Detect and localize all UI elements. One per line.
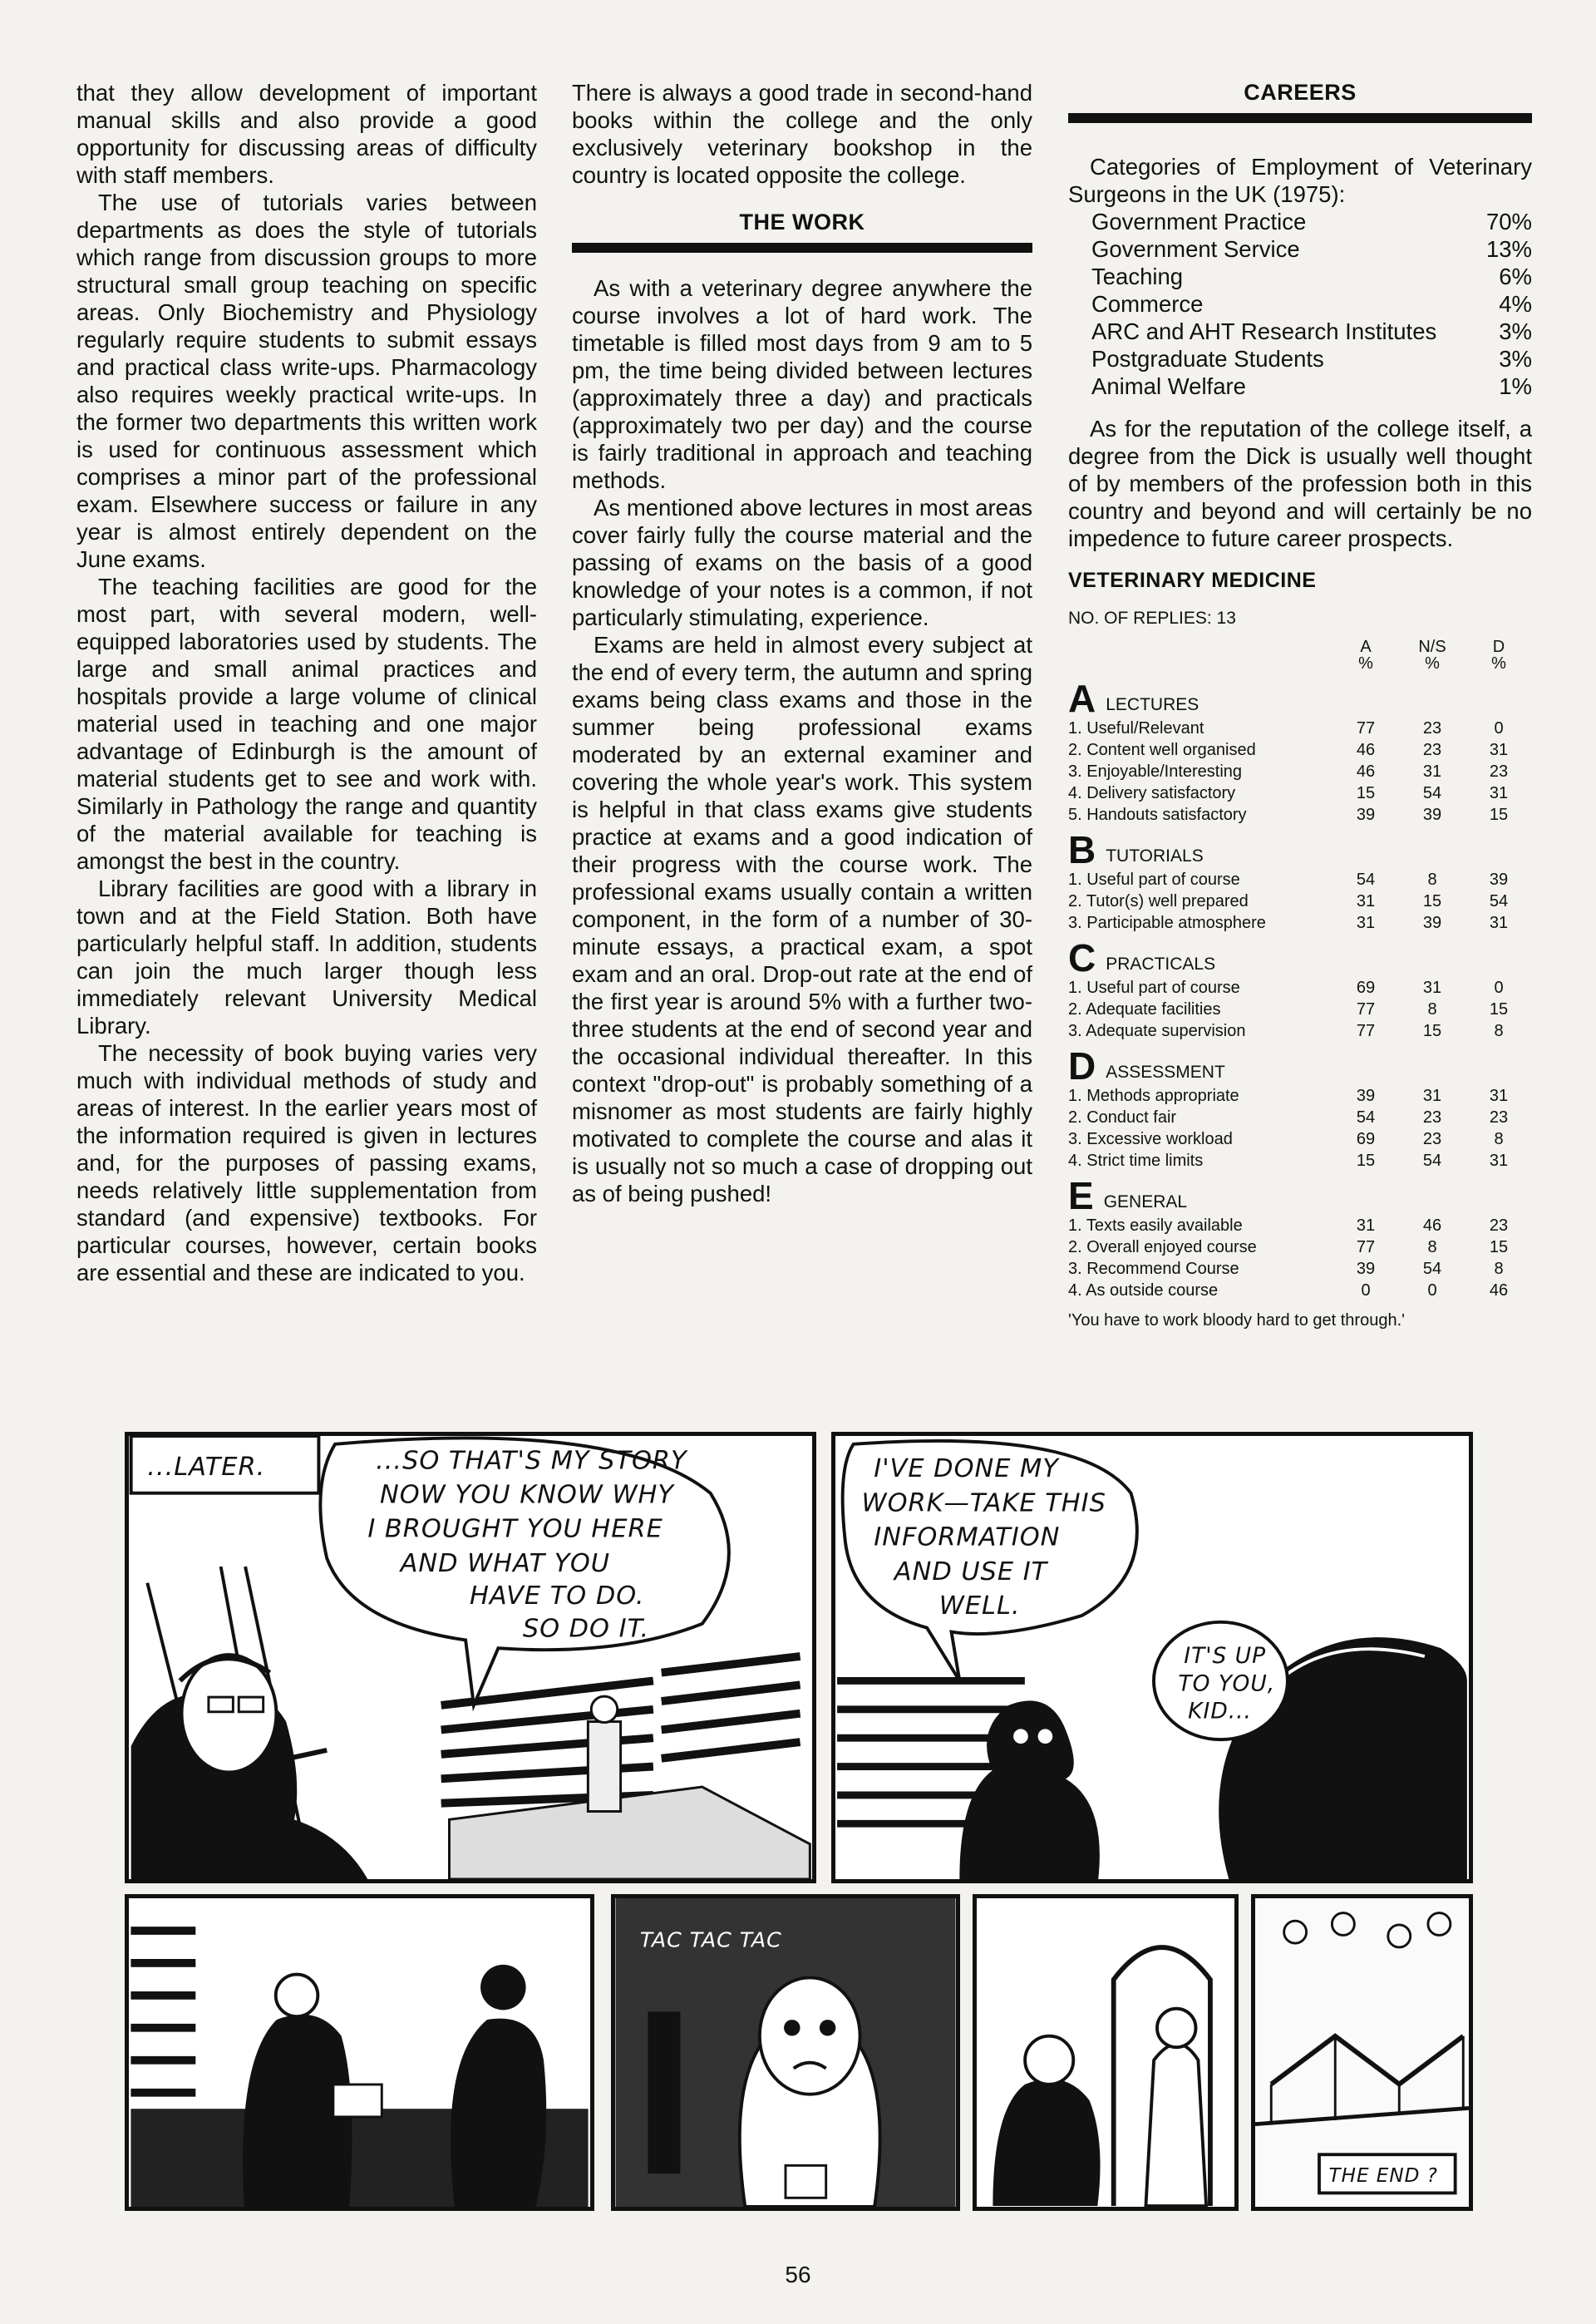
survey-value-d: 46 — [1489, 1281, 1509, 1300]
survey-row-label: 4. As outside course — [1068, 1281, 1219, 1300]
survey-row — [1068, 1280, 1532, 1301]
paragraph: Exams are held in almost every subject at the end of every term, the autumn and spring exams being class exams and those in the summer being professional exams moderated by an external examiner and covering the whole year's work. This system is helpful in that class exams give students practice at exams and a good indication of their progress with the course work. The professional exams usually contain a written component, in the form of a number of 30-minute essays, a practical exam, a spot exam and an oral. Drop-out rate at the end of the first year is around 5% with a further two-three students at the end of second year and the occasional individual thereafter. In this context "drop-out" is probably something of a misnomer as most students are fairly highly motivated to complete the course and alas it is usually not so much a case of dropping out as of being pushed! — [572, 632, 1032, 1206]
survey-row-label: 2. Content well organised — [1068, 741, 1256, 759]
survey-row-label: 2. Adequate facilities — [1068, 1000, 1221, 1019]
survey-row — [1068, 804, 1532, 826]
survey-value-ns: 8 — [1427, 1000, 1437, 1019]
survey-value-d: 23 — [1489, 1108, 1509, 1127]
category-row: Postgraduate Students 3% — [1091, 346, 1532, 372]
survey-value-ns: 23 — [1422, 719, 1442, 738]
survey-value-ns: 15 — [1422, 1022, 1442, 1040]
speech-line: WORK—TAKE THIS — [861, 1488, 1106, 1518]
survey-value-a: 31 — [1356, 914, 1376, 932]
survey-value-d: 0 — [1494, 979, 1504, 997]
the-end-sign: THE END ? — [1328, 2164, 1438, 2187]
survey-value-a: 39 — [1356, 1260, 1376, 1278]
survey-row — [1068, 869, 1532, 891]
survey-value-a: 39 — [1356, 806, 1376, 824]
survey-value-d: 15 — [1489, 806, 1509, 824]
survey-value-ns: 8 — [1427, 1238, 1437, 1256]
survey-value-ns: 23 — [1422, 741, 1442, 759]
survey-row-label: 1. Useful part of course — [1068, 979, 1240, 997]
sound-effect: TAC TAC TAC — [639, 1927, 782, 1952]
survey-value-d: 31 — [1489, 1152, 1509, 1170]
survey-value-a: 0 — [1361, 1281, 1371, 1300]
survey-value-ns: 31 — [1422, 979, 1442, 997]
survey-row — [1068, 739, 1532, 761]
survey-row-label: 3. Adequate supervision — [1068, 1022, 1246, 1040]
survey-row-label: 3. Participable atmosphere — [1068, 914, 1266, 932]
paragraph: The use of tutorials varies between departments as does the style of tutorials which range from discussion groups to more structural small group teaching on specific areas. Only Biochemistry and Physiology regularly require students to submit essays and practical class write-ups. Pharmacology also requires weekly practical write-ups. In the former two departments this written work is used for continuous assessment which comprises a minor part of the professional exam. Elsewhere success or failure in any year is almost entirely dependent on the June exams. — [76, 190, 537, 572]
paragraph: The necessity of book buying varies very much with individual methods of study and areas of interest. In the earlier years most of the information required is given in lectures and, for the purposes of passing exams, needs relatively little supplementation from standard (and expensive) textbooks. For particular courses, however, certain books are essential and these are indicated to you. — [76, 1040, 537, 1285]
survey-value-d: 23 — [1489, 762, 1509, 781]
comic-caption: ...LATER. — [147, 1453, 266, 1483]
survey-value-a: 77 — [1356, 1022, 1376, 1040]
survey-value-a: 15 — [1356, 784, 1376, 802]
survey-value-ns: 15 — [1422, 892, 1442, 910]
category-row: Animal Welfare 1% — [1091, 373, 1532, 399]
comic-panel-1-art — [129, 1436, 812, 1879]
survey-row-label: 2. Overall enjoyed course — [1068, 1238, 1257, 1256]
speech-line: AND USE IT — [894, 1557, 1048, 1586]
survey-row — [1068, 1085, 1532, 1107]
survey-value-ns: 31 — [1422, 1087, 1442, 1105]
speech-line: TO YOU, — [1178, 1670, 1276, 1697]
section-label: LECTURES — [1106, 695, 1199, 714]
comic-panel-4-art — [615, 1898, 956, 2207]
speech-line: WELL. — [938, 1591, 1021, 1621]
survey-table — [1068, 636, 1532, 1301]
survey-header-percent: % % % — [1358, 654, 1506, 673]
section-letter: B — [1068, 828, 1096, 871]
survey-section-assessment — [1068, 1044, 1532, 1088]
paragraph: Library facilities are good with a library in town and at the Field Station. Both have particularly helpful staff. In addition, students can join the much larger though less immediately relevant University Medical Library. — [76, 876, 537, 1039]
survey-value-ns: 54 — [1422, 1152, 1442, 1170]
speech-line: SO DO IT. — [522, 1614, 650, 1644]
survey-value-ns: 31 — [1422, 762, 1442, 781]
survey-value-a: 77 — [1356, 1238, 1376, 1256]
column-1 — [76, 79, 537, 1286]
comic-panel-5 — [973, 1894, 1239, 2211]
survey-value-d: 8 — [1494, 1022, 1504, 1040]
section-label: GENERAL — [1103, 1192, 1188, 1211]
survey-header: A N/S D — [1360, 638, 1505, 656]
paragraph: As mentioned above lectures in most areas cover fairly fully the course material and the passing of exams on the basis of a good knowledge of your notes is a common, if not particularly stimulating, experience. — [572, 495, 1032, 630]
survey-value-a: 31 — [1356, 892, 1376, 910]
survey-row-label: 3. Enjoyable/Interesting — [1068, 762, 1243, 781]
survey-row — [1068, 1128, 1532, 1150]
speech-line: INFORMATION — [874, 1522, 1061, 1552]
section-heading-careers: CAREERS — [1068, 79, 1532, 123]
survey-row-label: 3. Recommend Course — [1068, 1260, 1239, 1278]
category-row: Government Service 13% — [1091, 236, 1532, 262]
category-row: Government Practice 70% — [1091, 209, 1532, 234]
paragraph: The teaching facilities are good for the most part, with several modern, well-equipped laboratories used by students. The large and small animal practices and hospitals provide a large volume of clinical material used in teaching and one major advantage of Edinburgh is the amount of material students get to see and work with. Similarly in Pathology the range and quantity of the material available for teaching is amongst the best in the country. — [76, 574, 537, 874]
survey-row-label: 4. Delivery satisfactory — [1068, 784, 1236, 802]
comic-panel-5-art — [977, 1898, 1234, 2207]
survey-value-d: 0 — [1494, 719, 1504, 738]
survey-value-ns: 39 — [1422, 914, 1442, 932]
survey-value-d: 23 — [1489, 1216, 1509, 1235]
reputation-paragraph: As for the reputation of the college itself, a degree from the Dick is usually well thought of by members of the profession both in this country and beyond and will certainly be no impedence to future career prospects. — [1068, 416, 1532, 551]
survey-value-a: 54 — [1356, 1108, 1376, 1127]
survey-row — [1068, 718, 1532, 739]
survey-value-a: 69 — [1356, 1130, 1376, 1148]
survey-value-d: 31 — [1489, 914, 1509, 932]
survey-row — [1068, 912, 1532, 934]
survey-row — [1068, 761, 1532, 782]
survey-section-practicals — [1068, 936, 1532, 979]
comic-panel-2-art — [835, 1436, 1469, 1879]
column-2 — [572, 79, 1032, 1207]
comic-panel-6-art — [1255, 1898, 1469, 2207]
section-letter: C — [1068, 936, 1096, 979]
survey-value-a: 46 — [1356, 741, 1376, 759]
paragraph: There is always a good trade in second-hand books within the college and the only exclusively veterinary bookshop in the country is located opposite the college. — [572, 80, 1032, 188]
section-letter: D — [1068, 1044, 1096, 1088]
survey-value-d: 15 — [1489, 1238, 1509, 1256]
speech-line: I BROUGHT YOU HERE — [367, 1514, 663, 1544]
paragraph: that they allow development of important manual skills and also provide a good opportunity for discussing areas of difficulty with staff members. — [76, 80, 537, 188]
survey-row-label: 3. Excessive workload — [1068, 1130, 1233, 1148]
speech-line: IT'S UP — [1184, 1642, 1267, 1669]
column-3 — [1068, 79, 1532, 1331]
speech-line: ...SO THAT'S MY STORY — [376, 1446, 687, 1476]
survey-row — [1068, 891, 1532, 912]
comic-panel-1 — [125, 1432, 816, 1883]
survey-row — [1068, 782, 1532, 804]
survey-value-ns: 23 — [1422, 1130, 1442, 1148]
paragraph: As with a veterinary degree anywhere the course involves a lot of hard work. The timetable is filled most days from 9 am to 5 pm, the time being divided between lectures (approximately three a day) and practicals (approximately two per day) and the course is fairly traditional in approach and teaching methods. — [572, 275, 1032, 493]
survey-value-a: 54 — [1356, 871, 1376, 889]
survey-title: VETERINARY MEDICINE — [1068, 569, 1317, 592]
section-letter: A — [1068, 677, 1096, 720]
survey-value-a: 69 — [1356, 979, 1376, 997]
survey-value-ns: 23 — [1422, 1108, 1442, 1127]
survey-section-tutorials — [1068, 828, 1532, 871]
survey-value-ns: 46 — [1422, 1216, 1442, 1235]
survey-row — [1068, 999, 1532, 1020]
speech-line: NOW YOU KNOW WHY — [380, 1480, 674, 1510]
survey-row-label: 2. Conduct fair — [1068, 1108, 1177, 1127]
survey-value-a: 46 — [1356, 762, 1376, 781]
survey-value-a: 77 — [1356, 1000, 1376, 1019]
survey-value-d: 31 — [1489, 741, 1509, 759]
section-label: PRACTICALS — [1106, 955, 1216, 974]
survey-row — [1068, 1020, 1532, 1042]
survey-value-d: 15 — [1489, 1000, 1509, 1019]
survey-quote: 'You have to work bloody hard to get through.' — [1068, 1311, 1405, 1330]
speech-line: I'VE DONE MY — [874, 1454, 1059, 1484]
survey-row — [1068, 1258, 1532, 1280]
survey-value-a: 39 — [1356, 1087, 1376, 1105]
section-label: TUTORIALS — [1106, 846, 1204, 866]
survey-replies: NO. OF REPLIES: 13 — [1068, 609, 1236, 628]
categories-list — [1091, 208, 1532, 400]
survey-value-ns: 54 — [1422, 1260, 1442, 1278]
comic-panel-3 — [125, 1894, 594, 2211]
survey-row-label: 5. Handouts satisfactory — [1068, 806, 1247, 824]
survey-value-a: 15 — [1356, 1152, 1376, 1170]
survey-row — [1068, 977, 1532, 999]
survey-section-general — [1068, 1174, 1532, 1217]
speech-line: AND WHAT YOU — [400, 1548, 610, 1578]
survey-value-a: 31 — [1356, 1216, 1376, 1235]
survey-row-label: 1. Useful/Relevant — [1068, 719, 1204, 738]
comic-panel-3-art — [129, 1898, 590, 2207]
survey-row — [1068, 1236, 1532, 1258]
survey-value-ns: 54 — [1422, 784, 1442, 802]
section-heading-the-work: THE WORK — [572, 209, 1032, 253]
comic-panel-6 — [1251, 1894, 1473, 2211]
comic-panel-2 — [831, 1432, 1473, 1883]
survey-value-a: 77 — [1356, 719, 1376, 738]
survey-section-lectures — [1068, 679, 1532, 718]
category-row: ARC and AHT Research Institutes 3% — [1091, 318, 1532, 344]
category-row: Teaching 6% — [1091, 264, 1532, 289]
survey-row-label: 4. Strict time limits — [1068, 1152, 1204, 1170]
survey-value-d: 31 — [1489, 1087, 1509, 1105]
survey-row — [1068, 1107, 1532, 1128]
page-number: 56 — [785, 2262, 811, 2287]
comic-panel-4 — [611, 1894, 960, 2211]
speech-line: KID... — [1188, 1698, 1252, 1724]
survey-value-d: 8 — [1494, 1130, 1504, 1148]
speech-line: HAVE TO DO. — [470, 1581, 645, 1611]
survey-value-ns: 0 — [1427, 1281, 1437, 1300]
survey-row-label: 1. Texts easily available — [1068, 1216, 1243, 1235]
survey-row — [1068, 1150, 1532, 1172]
survey-value-d: 39 — [1489, 871, 1509, 889]
survey-value-d: 31 — [1489, 784, 1509, 802]
category-row: Commerce 4% — [1091, 291, 1532, 317]
section-letter: E — [1068, 1174, 1094, 1217]
survey-value-ns: 8 — [1427, 871, 1437, 889]
survey-row-label: 1. Useful part of course — [1068, 871, 1240, 889]
section-label: ASSESSMENT — [1106, 1063, 1225, 1082]
survey-row-label: 2. Tutor(s) well prepared — [1068, 892, 1249, 910]
survey-row-label: 1. Methods appropriate — [1068, 1087, 1239, 1105]
categories-title: Categories of Employment of Veterinary Surgeons in the UK (1975): — [1068, 154, 1532, 207]
survey-row — [1068, 1215, 1532, 1236]
survey-value-d: 54 — [1489, 892, 1509, 910]
survey-value-ns: 39 — [1422, 806, 1442, 824]
survey-value-d: 8 — [1494, 1260, 1504, 1278]
